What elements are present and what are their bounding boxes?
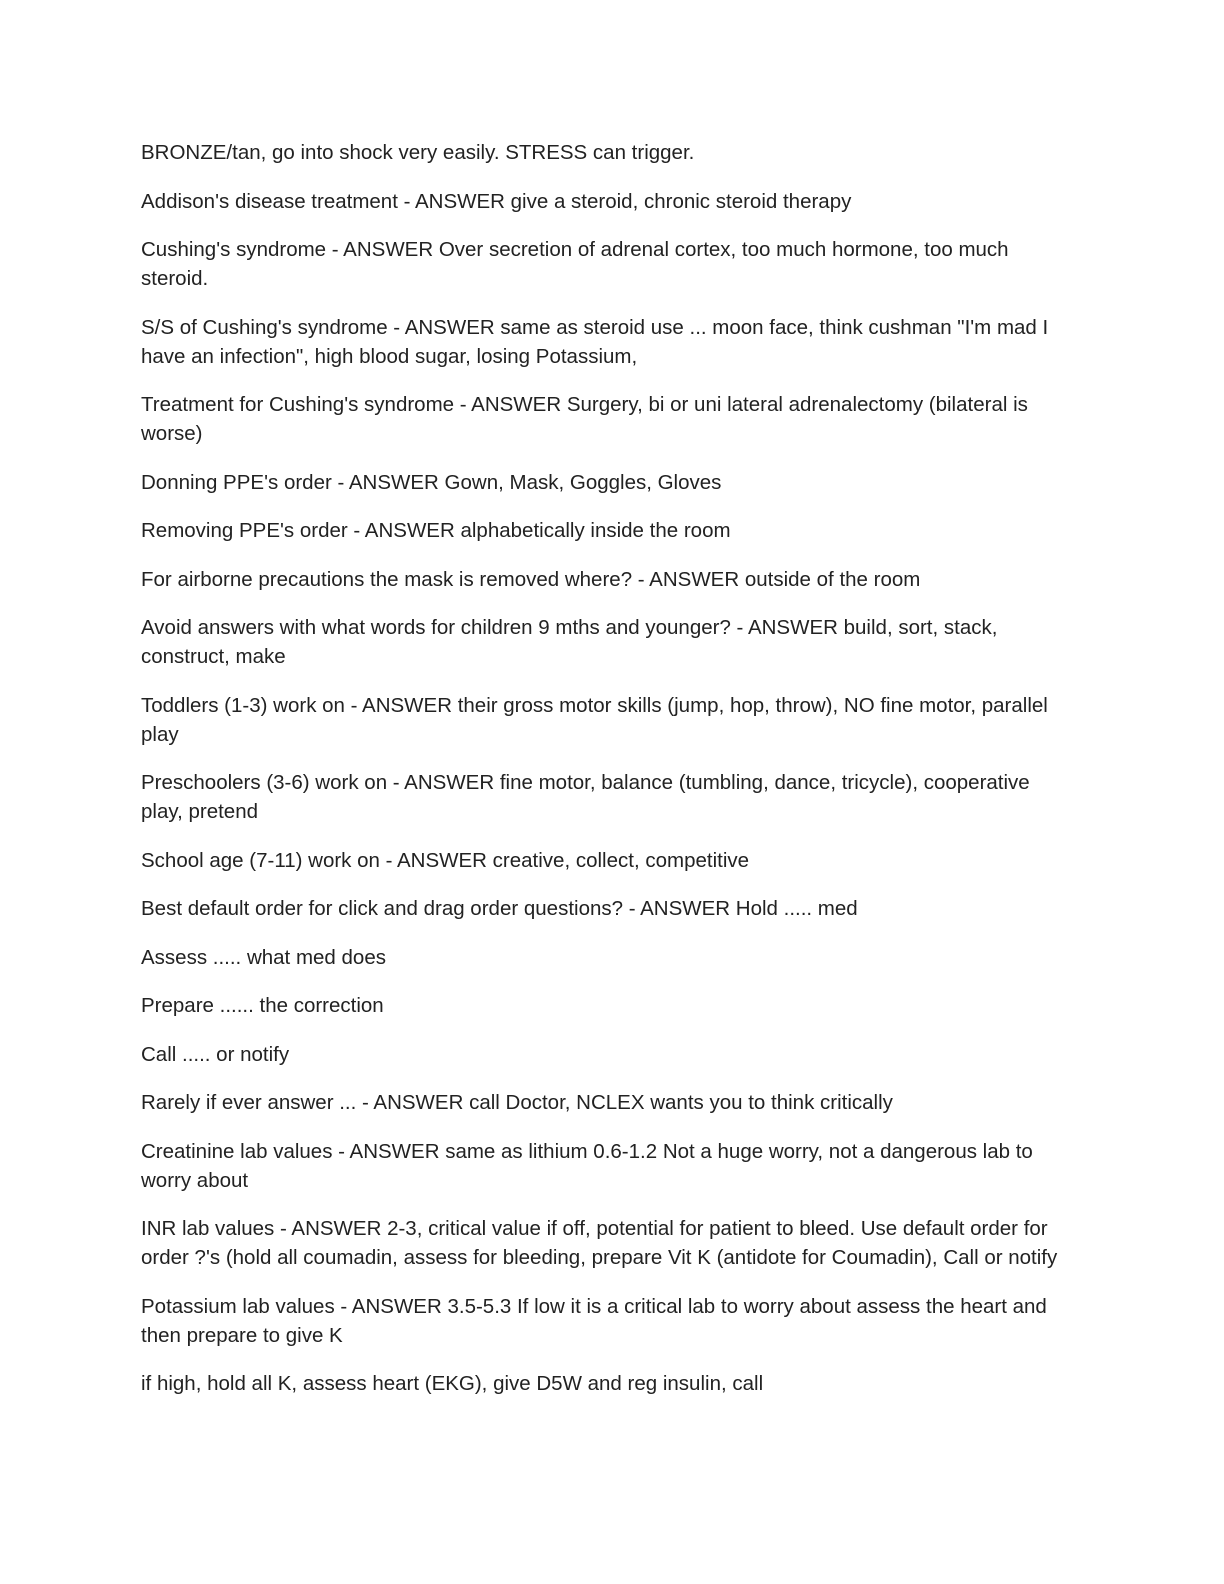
- paragraph-preschoolers: Preschoolers (3-6) work on - ANSWER fine motor, balance (tumbling, dance, tricycle), cooperative play, pretend: [141, 771, 1030, 823]
- paragraph-toddlers: Toddlers (1-3) work on - ANSWER their gross motor skills (jump, hop, throw), NO fine motor, parallel play: [141, 693, 1048, 746]
- paragraph-prepare: Prepare ...... the correction: [141, 994, 384, 1017]
- paragraph-cushings-syndrome: Cushing's syndrome - ANSWER Over secretion of adrenal cortex, too much hormone, too much steroid.: [141, 238, 1009, 290]
- paragraph-addisons-treatment: Addison's disease treatment - ANSWER give a steroid, chronic steroid therapy: [141, 189, 852, 213]
- paragraph-default-order: Best default order for click and drag order questions? - ANSWER Hold ..... med: [141, 897, 858, 920]
- paragraph-addisons-signs: BRONZE/tan, go into shock very easily. STRESS can trigger.: [141, 141, 695, 164]
- paragraph-creatinine: Creatinine lab values - ANSWER same as lithium 0.6-1.2 Not a huge worry, not a dangerous lab to worry about: [141, 1139, 1033, 1192]
- paragraph-donning-ppe: Donning PPE's order - ANSWER Gown, Mask, Goggles, Gloves: [141, 470, 722, 494]
- paragraph-airborne-mask: For airborne precautions the mask is removed where? - ANSWER outside of the room: [141, 567, 921, 591]
- paragraph-cushings-signs: S/S of Cushing's syndrome - ANSWER same as steroid use ... moon face, think cushman "I'm mad I have an infection", high blood sugar, losing Potassium,: [141, 315, 1049, 368]
- paragraph-assess: Assess ..... what med does: [141, 945, 386, 969]
- paragraph-potassium: Potassium lab values - ANSWER 3.5-5.3 If low it is a critical lab to worry about assess the heart and then prepare to give K: [141, 1294, 1047, 1347]
- paragraph-removing-ppe: Removing PPE's order - ANSWER alphabetically inside the room: [141, 519, 731, 542]
- paragraph-infant-words: Avoid answers with what words for children 9 mths and younger? - ANSWER build, sort, stack, construct, make: [141, 616, 998, 668]
- paragraph-call: Call ..... or notify: [141, 1042, 290, 1066]
- document-page: [141, 138, 1076, 1418]
- paragraph-school-age: School age (7-11) work on - ANSWER creative, collect, competitive: [141, 848, 750, 872]
- paragraph-potassium-high: if high, hold all K, assess heart (EKG), give D5W and reg insulin, call: [141, 1372, 764, 1395]
- paragraph-rarely-answer: Rarely if ever answer ... - ANSWER call Doctor, NCLEX wants you to think critically: [141, 1091, 893, 1114]
- paragraph-inr: INR lab values - ANSWER 2-3, critical value if off, potential for patient to bleed. Use default order for order ?'s (hold all coumadin, assess for bleeding, prepare Vit K (antidote for Coumadin), Call or notify: [141, 1217, 1058, 1269]
- paragraph-cushings-treatment: Treatment for Cushing's syndrome - ANSWER Surgery, bi or uni lateral adrenalectomy (bilateral is worse): [141, 393, 1028, 445]
